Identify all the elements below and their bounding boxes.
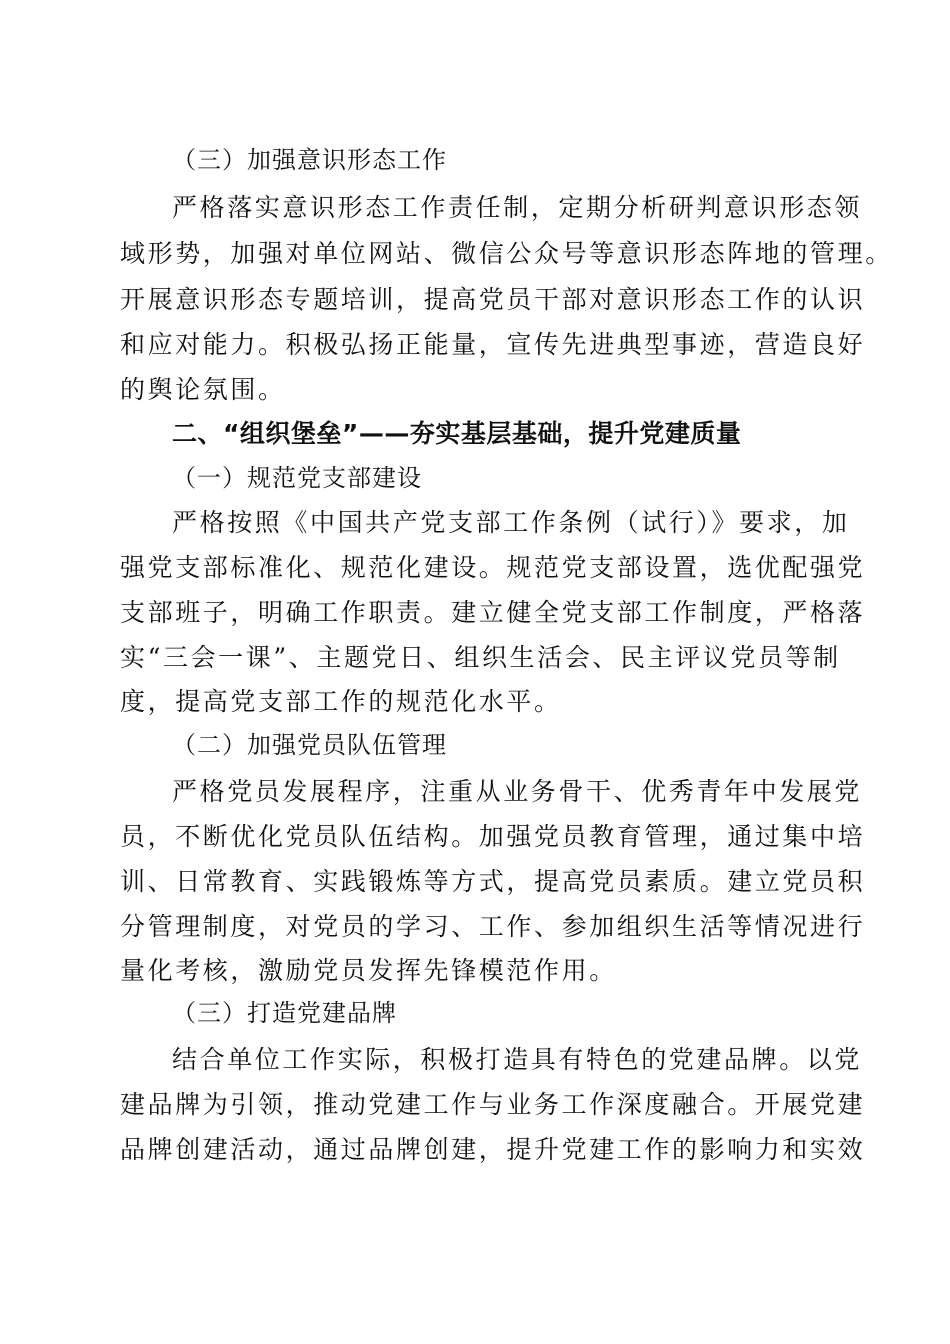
paragraph-line: 支部班子，明确工作职责。建立健全党支部工作制度，严格落 <box>120 598 866 627</box>
paragraph-line: 的舆论氛围。 <box>120 375 286 404</box>
paragraph-line: 和应对能力。积极弘扬正能量，宣传先进典型事迹，营造良好 <box>120 330 866 359</box>
subheading-party-brand: （三）打造党建品牌 <box>172 999 397 1027</box>
paragraph-line: 严格落实意识形态工作责任制，定期分析研判意识形态领 <box>172 193 863 222</box>
paragraph-line: 建品牌为引领，推动党建工作与业务工作深度融合。开展党建 <box>120 1090 866 1119</box>
subheading-branch-construction: （一）规范党支部建设 <box>172 464 422 492</box>
paragraph-line: 度，提高党支部工作的规范化水平。 <box>120 687 562 716</box>
section-heading: 二、“组织堡垒”——夯实基层基础，提升党建质量 <box>172 419 742 448</box>
paragraph-line: 开展意识形态专题培训，提高党员干部对意识形态工作的认识 <box>120 285 866 314</box>
paragraph-line: 训、日常教育、实践锻炼等方式，提高党员素质。建立党员积 <box>120 867 866 896</box>
paragraph-line: 结合单位工作实际，积极打造具有特色的党建品牌。以党 <box>172 1045 863 1074</box>
paragraph-line: 分管理制度，对党员的学习、工作、参加组织生活等情况进行 <box>120 912 866 941</box>
paragraph-line: 实“三会一课”、主题党日、组织生活会、民主评议党员等制 <box>120 643 841 672</box>
paragraph-line: 强党支部标准化、规范化建设。规范党支部设置，选优配强党 <box>120 553 866 582</box>
paragraph-line: 域形势，加强对单位网站、微信公众号等意识形态阵地的管理。 <box>120 239 893 268</box>
paragraph-line: 员，不断优化党员队伍结构。加强党员教育管理，通过集中培 <box>120 822 866 851</box>
paragraph-line: 严格党员发展程序，注重从业务骨干、优秀青年中发展党 <box>172 777 863 806</box>
paragraph-line: 严格按照《中国共产党支部工作条例（试行）》要求，加 <box>172 508 850 537</box>
subheading-member-management: （二）加强党员队伍管理 <box>172 731 447 759</box>
paragraph-line: 品牌创建活动，通过品牌创建，提升党建工作的影响力和实效 <box>120 1135 866 1164</box>
subheading-ideology: （三）加强意识形态工作 <box>172 146 447 174</box>
paragraph-line: 量化考核，激励党员发挥先锋模范作用。 <box>120 956 617 985</box>
